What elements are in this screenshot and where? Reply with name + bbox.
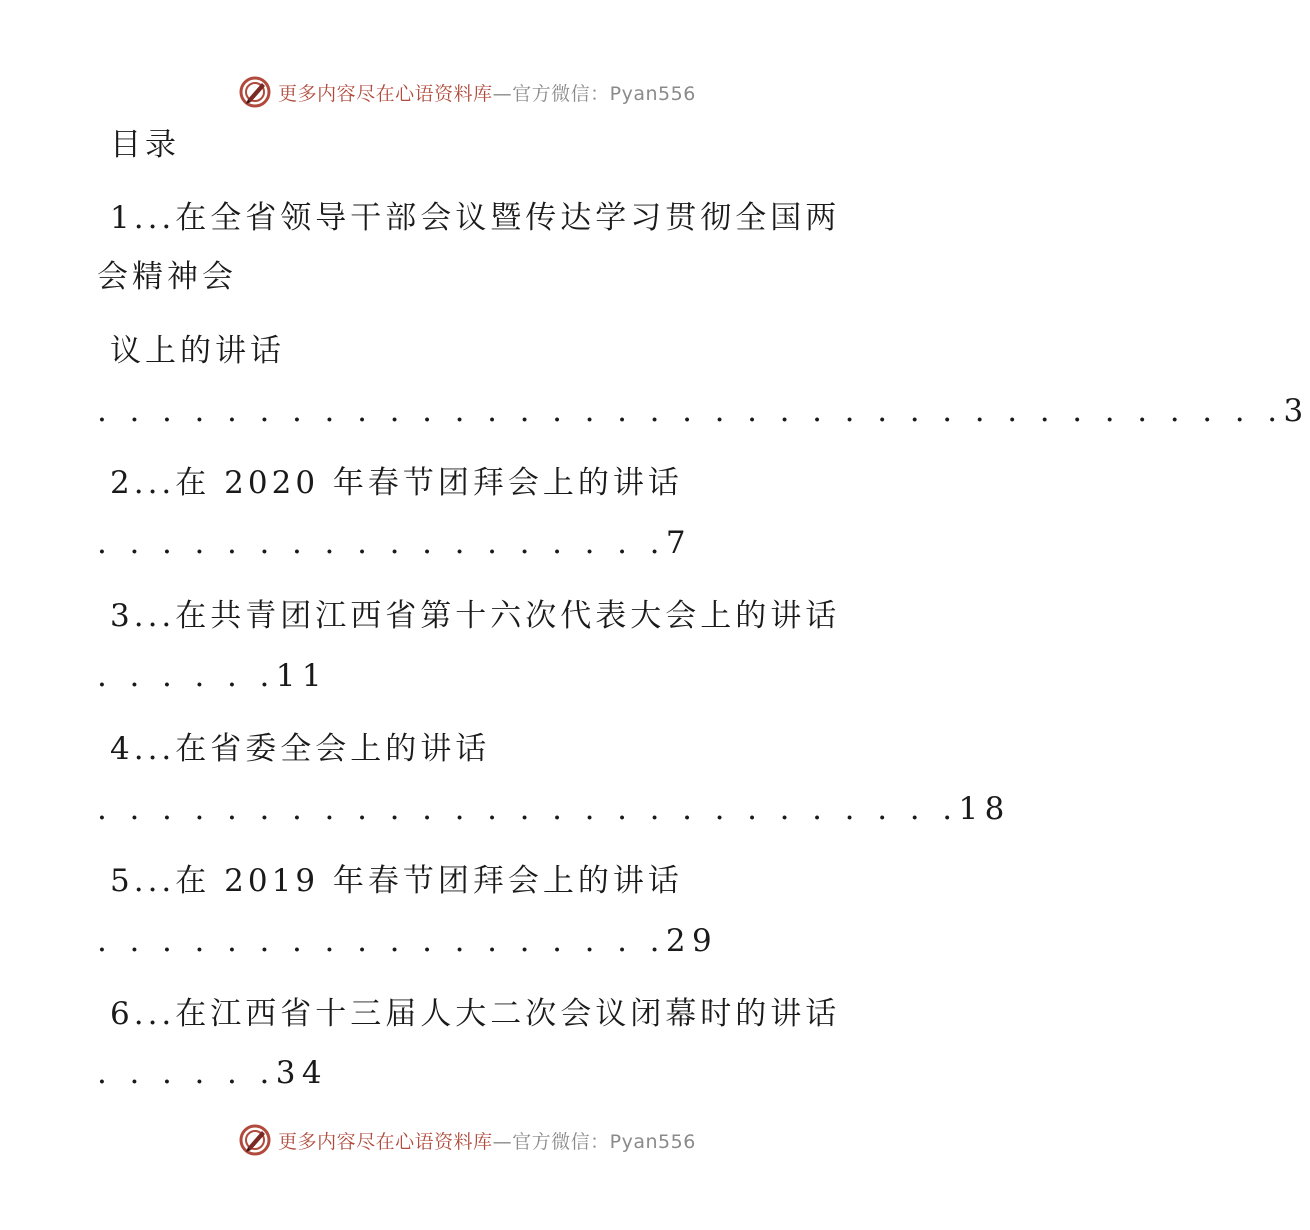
toc-entry-5-title: 在 2019 年春节团拜会上的讲话 bbox=[175, 863, 683, 899]
toc-entry-1-line2: 会精神会 bbox=[97, 259, 237, 295]
toc-heading: 目录 bbox=[110, 127, 180, 163]
toc-entry-3-page: 11 bbox=[275, 658, 329, 694]
toc-entry-5-prefix: 5... bbox=[110, 863, 176, 899]
toc-entry-1-line1[interactable] bbox=[110, 200, 841, 236]
toc-entry-4-line1[interactable] bbox=[110, 731, 491, 767]
toc-entry-4-page: 18 bbox=[958, 791, 1011, 827]
toc-entry-4-leader: . . . . . . . . . . . . . . . . . . . . . . . . . . . bbox=[97, 791, 959, 827]
toc-entry-1-line3: 议上的讲话 bbox=[110, 333, 285, 369]
toc-entry-5-line1[interactable] bbox=[110, 863, 683, 899]
toc-entry-3-line1[interactable] bbox=[110, 598, 841, 634]
toc-entry-6-page: 34 bbox=[275, 1055, 329, 1091]
toc-entry-6-title: 在江西省十三届人大二次会议闭幕时的讲话 bbox=[175, 996, 841, 1032]
toc-entry-4-title: 在省委全会上的讲话 bbox=[175, 731, 491, 767]
toc-entry-2-line1[interactable] bbox=[110, 465, 683, 501]
toc-entry-1-title: 在全省领导干部会议暨传达学习贯彻全国两 bbox=[175, 200, 841, 236]
toc-entry-1-page: 3 bbox=[1283, 393, 1310, 429]
watermark-separator: — bbox=[492, 1130, 513, 1153]
watermark-main: 更多内容尽在心语资料库 bbox=[278, 82, 493, 105]
watermark-banner-bottom bbox=[0, 1120, 950, 1160]
toc-entry-3-prefix: 3... bbox=[110, 598, 176, 634]
toc-entry-5-leader: . . . . . . . . . . . . . . . . . . bbox=[97, 923, 666, 959]
toc-entry-1-leader-row bbox=[97, 393, 1310, 429]
toc-entry-2-page: 7 bbox=[665, 525, 693, 561]
toc-entry-6-line1[interactable] bbox=[110, 996, 841, 1032]
pen-logo-icon bbox=[238, 1123, 272, 1157]
watermark-separator: — bbox=[492, 82, 513, 105]
watermark-text bbox=[278, 1127, 696, 1154]
toc-entry-6-leader: . . . . . . bbox=[97, 1055, 276, 1091]
toc-entry-4-leader-row bbox=[97, 791, 1011, 827]
toc-entry-3-leader: . . . . . . bbox=[97, 658, 276, 694]
toc-entry-4-prefix: 4... bbox=[110, 731, 176, 767]
toc-entry-2-leader-row bbox=[97, 525, 693, 561]
watermark-tail: 官方微信：Pyan556 bbox=[512, 82, 696, 105]
toc-entry-3-leader-row bbox=[97, 658, 329, 694]
watermark-main: 更多内容尽在心语资料库 bbox=[278, 1130, 493, 1153]
toc-entry-1-prefix: 1... bbox=[110, 200, 176, 236]
toc-entry-2-prefix: 2... bbox=[110, 465, 176, 501]
toc-entry-1-leader: . . . . . . . . . . . . . . . . . . . . . . . . . . . . . . . . . . . . . bbox=[97, 393, 1284, 429]
toc-entry-2-leader: . . . . . . . . . . . . . . . . . . bbox=[97, 525, 666, 561]
toc-entry-6-prefix: 6... bbox=[110, 996, 176, 1032]
toc-entry-5-page: 29 bbox=[665, 923, 719, 959]
toc-entry-2-title: 在 2020 年春节团拜会上的讲话 bbox=[175, 465, 683, 501]
watermark-tail: 官方微信：Pyan556 bbox=[512, 1130, 696, 1153]
toc-entry-3-title: 在共青团江西省第十六次代表大会上的讲话 bbox=[175, 598, 841, 634]
toc-entry-5-leader-row bbox=[97, 923, 719, 959]
toc-entry-6-leader-row bbox=[97, 1055, 329, 1091]
